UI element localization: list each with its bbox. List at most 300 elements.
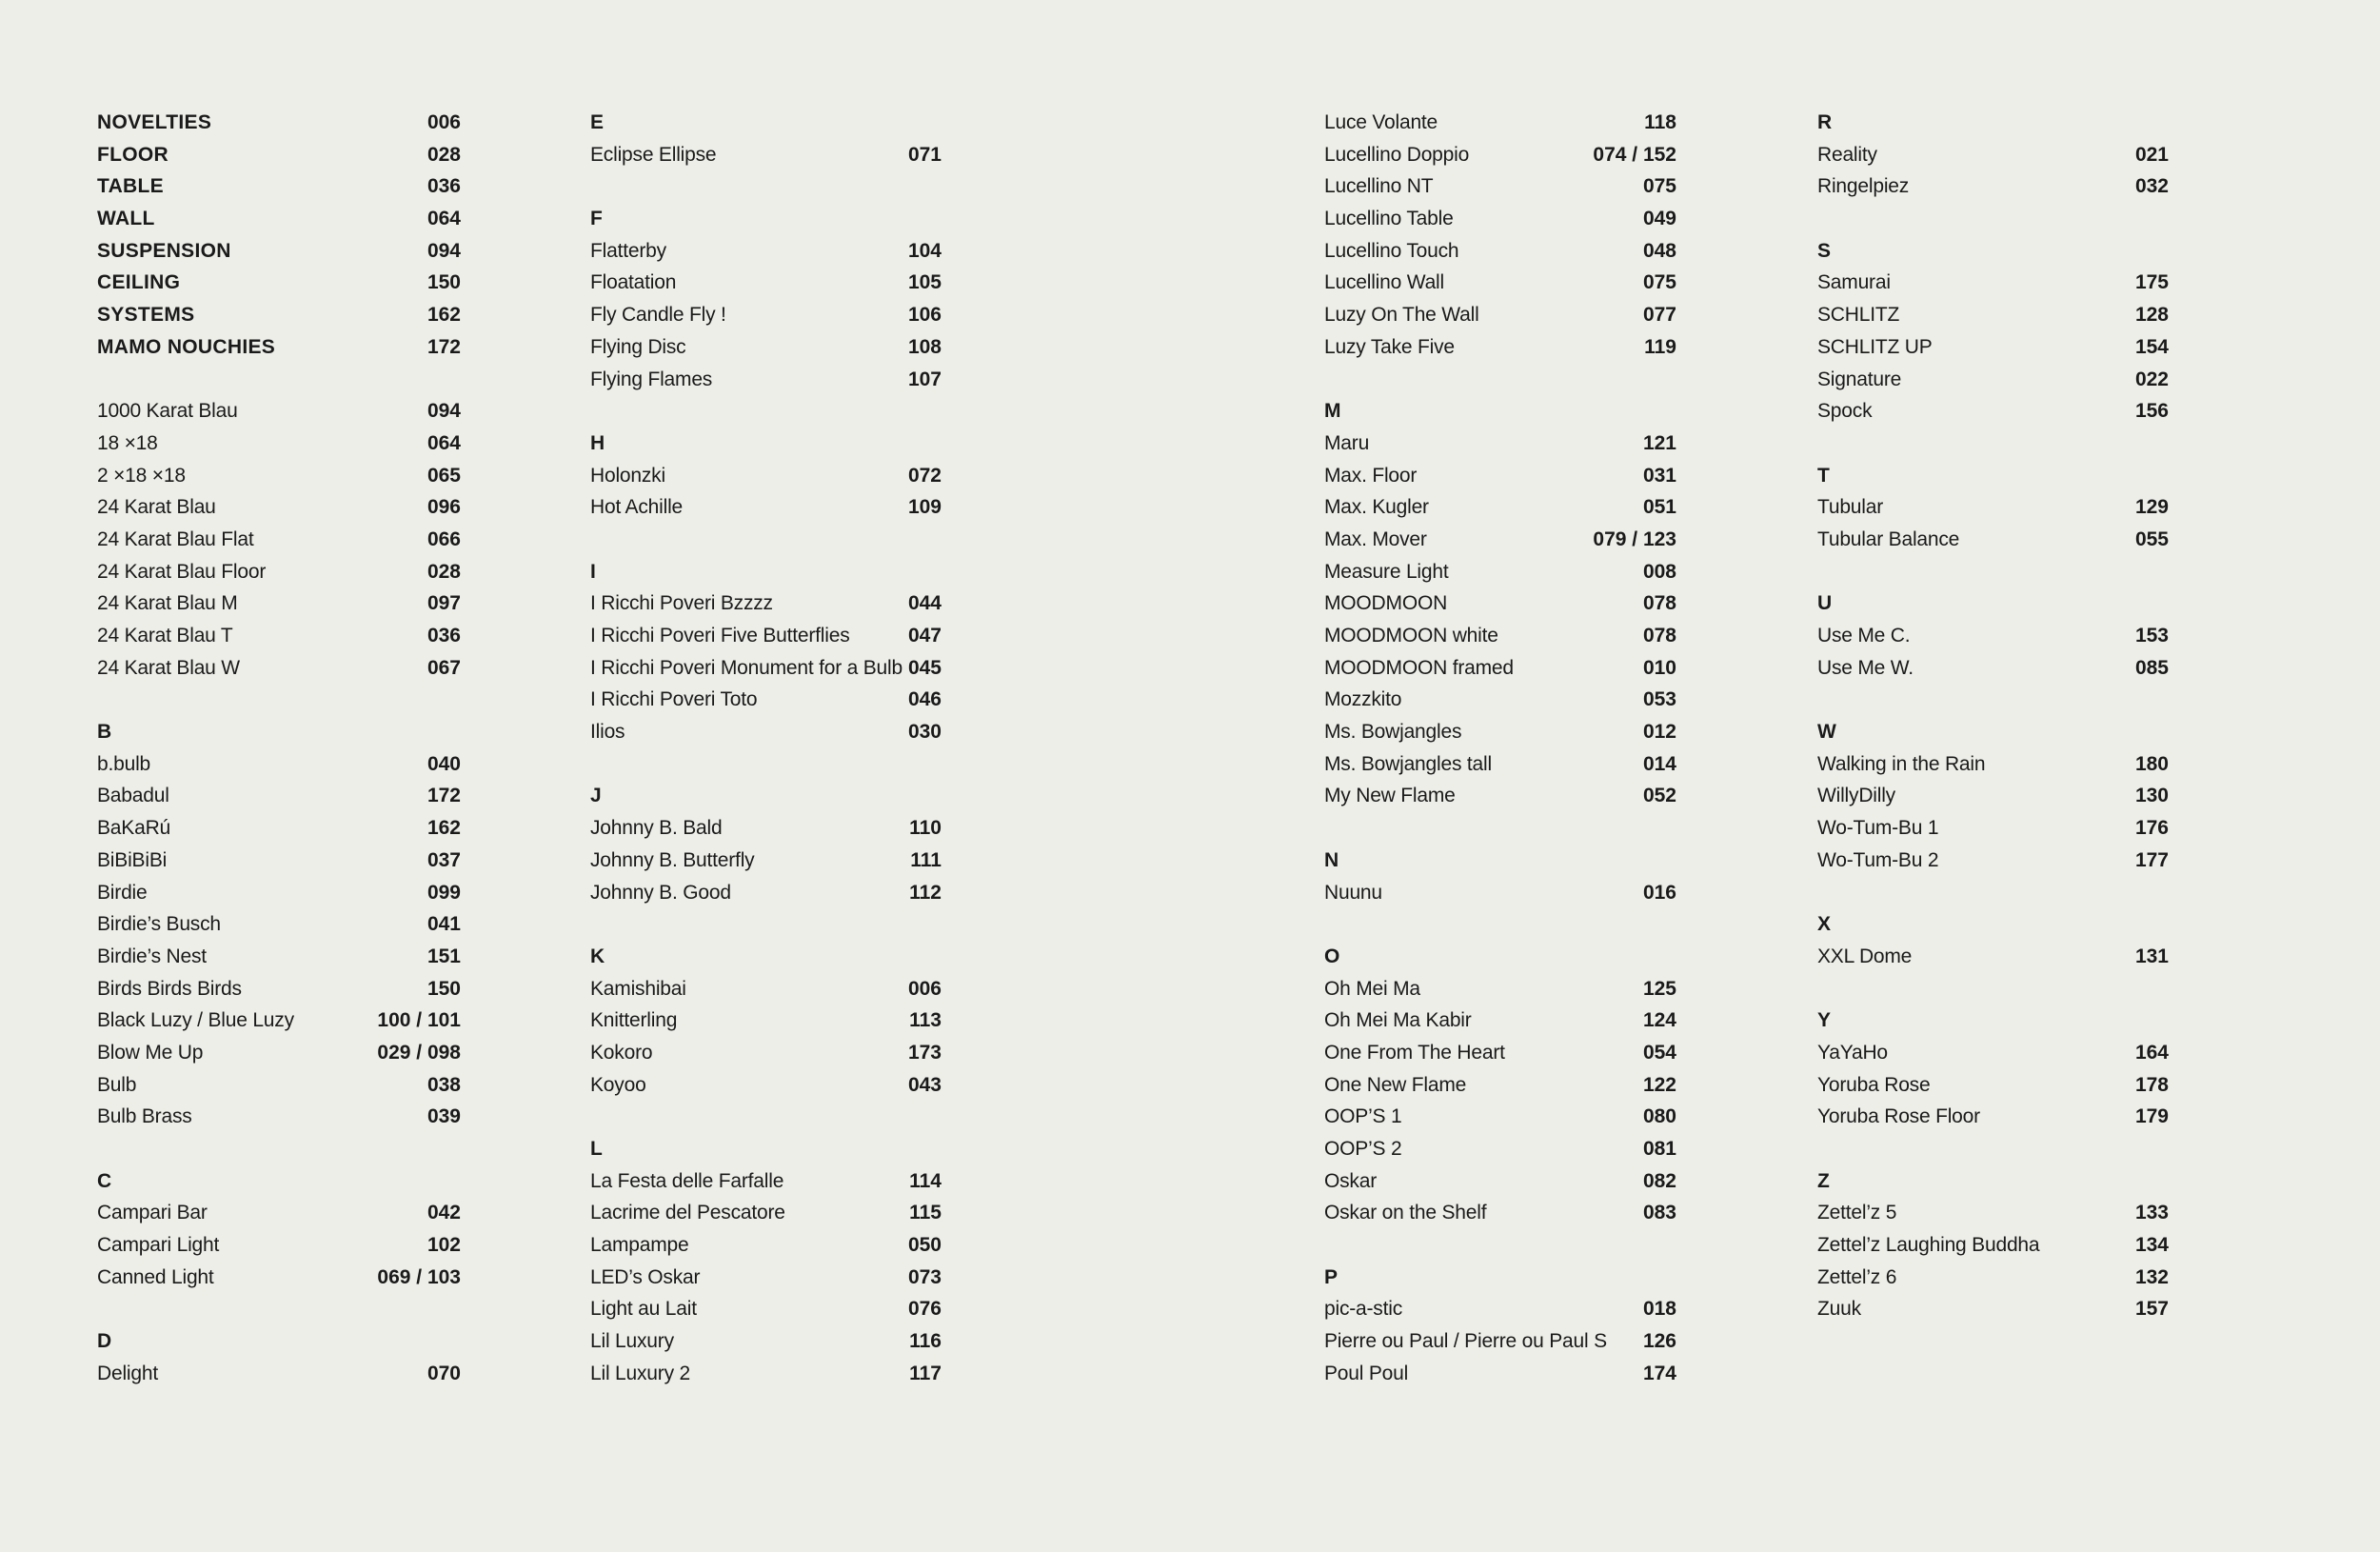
entry-page-number: 133 [2134,1202,2169,1224]
category-entry [97,299,461,331]
section-letter-heading [1817,716,2169,748]
category-entry [97,203,461,235]
index-entry [1817,1229,2169,1262]
entry-name: Flying Flames [590,368,713,390]
entry-name: Pierre ou Paul / Pierre ou Paul S [1324,1330,1607,1353]
index-entry [590,973,942,1005]
entry-page-number: 067 [426,656,461,679]
entry-page-number: 078 [1642,625,1676,647]
entry-page-number: 122 [1642,1073,1676,1096]
index-entry [97,973,461,1005]
entry-name: 24 Karat Blau Floor [97,560,267,583]
entry-page-number: 134 [2134,1234,2169,1257]
index-entry [590,1005,942,1037]
entry-name: Zettel’z 5 [1817,1202,1897,1224]
entry-page-number: 073 [907,1265,942,1288]
entry-name: BiBiBiBi [97,848,168,871]
spacer [97,364,461,396]
entry-name: Kamishibai [590,977,686,1000]
entry-page-number: 109 [907,496,942,519]
spacer [1817,684,2169,716]
entry-page-number: 064 [426,431,461,454]
entry-name: Samurai [1817,271,1891,294]
section-letter-heading [590,428,942,460]
entry-page-number: 132 [2134,1265,2169,1288]
entry-name: MAMO NOUCHIES [97,335,276,358]
index-entry [97,877,461,909]
index-entry [590,1069,942,1102]
section-letter-heading [1817,235,2169,268]
entry-page-number: 051 [1642,496,1676,519]
entry-name: Max. Floor [1324,464,1418,487]
entry-page-number: 077 [1642,304,1676,327]
index-entry [1817,524,2169,556]
index-entry [1324,684,1676,716]
entry-name: Max. Mover [1324,527,1427,550]
entry-name: Bulb Brass [97,1105,192,1128]
entry-page-number: 114 [909,1169,942,1192]
spacer [1817,973,2169,1005]
entry-page-number: 150 [426,271,461,294]
index-entry [97,428,461,460]
index-entry [97,395,461,428]
index-entry [590,1197,942,1229]
entry-name: Campari Bar [97,1202,208,1224]
index-entry [1324,170,1676,203]
section-letter: B [97,721,111,744]
section-letter: K [590,945,605,967]
entry-page-number: 049 [1642,208,1676,230]
entry-page-number: 064 [426,208,461,230]
entry-page-number: 156 [2134,400,2169,423]
index-entry [590,1165,942,1198]
spacer [97,1133,461,1165]
entry-name: Birdie [97,881,148,904]
index-entry [1817,652,2169,685]
entry-name: Oh Mei Ma Kabir [1324,1009,1472,1032]
entry-page-number: 076 [907,1298,942,1321]
section-letter: J [590,785,602,807]
category-entry [97,170,461,203]
index-entry [1324,299,1676,331]
index-entry [1324,1069,1676,1102]
entry-page-number: 119 [1644,335,1676,358]
section-letter: N [1324,848,1339,871]
section-letter-heading [1324,1262,1676,1294]
entry-page-number: 113 [909,1009,942,1032]
entry-page-number: 162 [426,817,461,840]
entry-page-number: 106 [907,304,942,327]
section-letter-heading [97,716,461,748]
entry-page-number: 079 / 123 [1593,527,1676,550]
section-letter-heading [590,780,942,812]
entry-page-number: 038 [426,1073,461,1096]
entry-name: 18 ×18 [97,431,158,454]
section-letter-heading [590,941,942,973]
index-entry [1324,973,1676,1005]
entry-page-number: 047 [907,625,942,647]
index-entry [97,908,461,941]
index-entry [1324,716,1676,748]
spacer [1817,556,2169,588]
index-entry [97,780,461,812]
spacer [590,748,942,781]
entry-name: Ms. Bowjangles tall [1324,752,1492,775]
entry-name: Lucellino Table [1324,208,1454,230]
section-letter-heading [1817,460,2169,492]
index-entry [1817,299,2169,331]
index-entry [590,299,942,331]
entry-name: Johnny B. Good [590,881,731,904]
index-entry [1324,107,1676,139]
index-entry [1324,1358,1676,1390]
entry-name: BaKaRú [97,817,171,840]
entry-page-number: 075 [1642,271,1676,294]
entry-page-number: 131 [2134,945,2169,967]
section-letter: M [1324,400,1341,423]
index-entry [1324,1005,1676,1037]
entry-name: Blow Me Up [97,1041,204,1064]
entry-page-number: 112 [909,881,942,904]
index-entry [97,1037,461,1069]
category-entry [97,267,461,299]
entry-page-number: 154 [2134,335,2169,358]
entry-name: Lucellino Touch [1324,239,1459,262]
entry-page-number: 010 [1642,656,1676,679]
index-column-4 [1817,107,2169,1325]
entry-name: LED’s Oskar [590,1265,701,1288]
entry-name: SCHLITZ UP [1817,335,1933,358]
entry-name: pic-a-stic [1324,1298,1403,1321]
entry-name: Kokoro [590,1041,653,1064]
spacer [1817,1133,2169,1165]
category-entry [97,331,461,364]
entry-page-number: 065 [426,464,461,487]
entry-name: My New Flame [1324,785,1456,807]
entry-name: Oskar [1324,1169,1378,1192]
index-entry [1817,780,2169,812]
section-letter-heading [590,1133,942,1165]
index-entry [1324,587,1676,620]
entry-name: Oh Mei Ma [1324,977,1420,1000]
entry-name: Signature [1817,368,1902,390]
index-entry [1324,1101,1676,1133]
index-entry [590,620,942,652]
entry-name: Birds Birds Birds [97,977,242,1000]
entry-name: 24 Karat Blau Flat [97,527,254,550]
entry-page-number: 050 [907,1234,942,1257]
section-letter-heading [1817,1005,2169,1037]
entry-name: 24 Karat Blau T [97,625,233,647]
index-entry [1817,1037,2169,1069]
index-column-1 [97,107,461,1390]
entry-page-number: 055 [2134,527,2169,550]
entry-name: Holonzki [590,464,665,487]
entry-name: Use Me W. [1817,656,1914,679]
entry-name: 24 Karat Blau M [97,592,238,615]
entry-name: Bulb [97,1073,137,1096]
index-entry [1817,845,2169,877]
entry-name: OOP’S 2 [1324,1138,1402,1160]
entry-page-number: 105 [907,271,942,294]
entry-page-number: 037 [426,848,461,871]
entry-page-number: 157 [2134,1298,2169,1321]
section-letter: R [1817,111,1832,133]
entry-name: One New Flame [1324,1073,1467,1096]
entry-name: Walking in the Rain [1817,752,1986,775]
index-entry [590,1037,942,1069]
section-letter: U [1817,592,1832,615]
entry-page-number: 102 [426,1234,461,1257]
entry-name: Luzy On The Wall [1324,304,1479,327]
entry-page-number: 175 [2134,271,2169,294]
entry-page-number: 162 [426,304,461,327]
entry-name: Mozzkito [1324,688,1402,711]
index-entry [97,941,461,973]
entry-name: Ringelpiez [1817,175,1910,198]
index-entry [590,812,942,845]
index-entry [1817,1197,2169,1229]
entry-name: Birdie’s Busch [97,913,221,936]
entry-name: Ilios [590,721,625,744]
index-entry [1324,780,1676,812]
entry-name: Babadul [97,785,169,807]
entry-page-number: 180 [2134,752,2169,775]
entry-name: Fly Candle Fly ! [590,304,726,327]
entry-page-number: 150 [426,977,461,1000]
index-entry [1324,1325,1676,1358]
spacer [1324,1229,1676,1262]
entry-page-number: 044 [907,592,942,615]
index-entry [97,1101,461,1133]
section-letter: S [1817,239,1831,262]
entry-name: I Ricchi Poveri Monument for a Bulb [590,656,902,679]
index-entry [1324,1165,1676,1198]
index-entry [1817,331,2169,364]
entry-page-number: 081 [1642,1138,1676,1160]
entry-name: MOODMOON [1324,592,1448,615]
entry-name: Delight [97,1362,158,1384]
index-entry [97,1262,461,1294]
index-entry [1817,812,2169,845]
entry-page-number: 104 [907,239,942,262]
entry-page-number: 070 [426,1362,461,1384]
entry-name: Black Luzy / Blue Luzy [97,1009,294,1032]
entry-page-number: 046 [907,688,942,711]
index-entry [1817,364,2169,396]
index-entry [1324,1197,1676,1229]
entry-name: I Ricchi Poveri Bzzzz [590,592,773,615]
index-entry [590,139,942,171]
entry-page-number: 043 [907,1073,942,1096]
entry-page-number: 031 [1642,464,1676,487]
index-entry [97,1358,461,1390]
spacer [1324,812,1676,845]
index-entry [1324,331,1676,364]
index-entry [97,1229,461,1262]
index-entry [1817,267,2169,299]
entry-page-number: 032 [2134,175,2169,198]
index-entry [1817,941,2169,973]
entry-name: WillyDilly [1817,785,1895,807]
entry-page-number: 126 [1642,1330,1676,1353]
index-entry [590,652,942,685]
category-entry [97,107,461,139]
entry-page-number: 054 [1642,1041,1676,1064]
entry-name: Lucellino Wall [1324,271,1444,294]
entry-name: Birdie’s Nest [97,945,207,967]
index-entry [590,1358,942,1390]
entry-name: YaYaHo [1817,1041,1888,1064]
index-entry [1817,491,2169,524]
index-column-2 [590,107,942,1390]
index-entry [1817,1069,2169,1102]
category-entry [97,235,461,268]
entry-page-number: 036 [426,175,461,198]
entry-page-number: 045 [907,656,942,679]
entry-page-number: 117 [909,1362,942,1384]
index-entry [1324,267,1676,299]
entry-name: Measure Light [1324,560,1449,583]
entry-page-number: 041 [426,913,461,936]
section-letter: H [590,431,605,454]
entry-page-number: 022 [2134,368,2169,390]
spacer [590,908,942,941]
index-entry [97,748,461,781]
entry-page-number: 040 [426,752,461,775]
index-entry [590,460,942,492]
entry-name: I Ricchi Poveri Five Butterflies [590,625,850,647]
entry-page-number: 083 [1642,1202,1676,1224]
entry-page-number: 018 [1642,1298,1676,1321]
index-entry [590,1262,942,1294]
entry-page-number: 021 [2134,143,2169,166]
entry-page-number: 097 [426,592,461,615]
entry-page-number: 030 [907,721,942,744]
index-entry [1324,491,1676,524]
entry-name: Tubular Balance [1817,527,1960,550]
entry-name: Poul Poul [1324,1362,1409,1384]
index-entry [1817,170,2169,203]
entry-page-number: 074 / 152 [1593,143,1676,166]
section-letter-heading [1324,941,1676,973]
entry-page-number: 177 [2134,848,2169,871]
entry-page-number: 071 [907,143,942,166]
section-letter-heading [590,203,942,235]
entry-name: Eclipse Ellipse [590,143,717,166]
spacer [590,395,942,428]
section-letter-heading [1324,395,1676,428]
entry-name: Max. Kugler [1324,496,1429,519]
section-letter-heading [1817,587,2169,620]
entry-name: Canned Light [97,1265,214,1288]
entry-name: Johnny B. Butterfly [590,848,755,871]
entry-page-number: 176 [2134,817,2169,840]
section-letter: O [1324,945,1340,967]
entry-page-number: 172 [426,335,461,358]
section-letter: Z [1817,1169,1830,1192]
index-entry [97,845,461,877]
entry-page-number: 108 [907,335,942,358]
entry-name: 24 Karat Blau W [97,656,240,679]
index-entry [97,460,461,492]
entry-name: Oskar on the Shelf [1324,1202,1487,1224]
entry-name: Zettel’z Laughing Buddha [1817,1234,2040,1257]
entry-name: 24 Karat Blau [97,496,216,519]
entry-name: TABLE [97,175,164,198]
entry-name: CEILING [97,271,181,294]
entry-page-number: 042 [426,1202,461,1224]
index-entry [1817,139,2169,171]
spacer [1817,203,2169,235]
section-letter: T [1817,464,1830,487]
entry-name: 2 ×18 ×18 [97,464,186,487]
section-letter: F [590,208,603,230]
index-entry [97,652,461,685]
entry-page-number: 014 [1642,752,1676,775]
index-entry [590,684,942,716]
index-entry [97,620,461,652]
index-entry [590,1325,942,1358]
section-letter: W [1817,721,1836,744]
entry-name: I Ricchi Poveri Toto [590,688,758,711]
index-entry [590,1293,942,1325]
index-entry [1324,460,1676,492]
section-letter-heading [97,1325,461,1358]
index-entry [97,587,461,620]
index-entry [1324,1293,1676,1325]
index-entry [1324,139,1676,171]
entry-page-number: 082 [1642,1169,1676,1192]
spacer [590,524,942,556]
entry-name: Lil Luxury [590,1330,674,1353]
index-entry [590,235,942,268]
entry-name: Luce Volante [1324,111,1438,133]
index-entry [590,491,942,524]
index-entry [97,1197,461,1229]
entry-page-number: 121 [1642,431,1676,454]
entry-name: SYSTEMS [97,304,195,327]
index-entry [1817,1101,2169,1133]
index-entry [97,556,461,588]
entry-name: OOP’S 1 [1324,1105,1402,1128]
entry-page-number: 085 [2134,656,2169,679]
section-letter: X [1817,913,1831,936]
entry-name: NOVELTIES [97,111,212,133]
entry-page-number: 012 [1642,721,1676,744]
index-entry [1817,748,2169,781]
entry-name: Lampampe [590,1234,689,1257]
index-entry [1324,203,1676,235]
entry-name: MOODMOON framed [1324,656,1514,679]
entry-name: SUSPENSION [97,239,231,262]
entry-name: Wo-Tum-Bu 1 [1817,817,1939,840]
entry-name: One From The Heart [1324,1041,1505,1064]
entry-page-number: 153 [2134,625,2169,647]
entry-page-number: 118 [1644,111,1676,133]
entry-page-number: 115 [909,1202,942,1224]
entry-name: MOODMOON white [1324,625,1498,647]
section-letter: I [590,560,596,583]
entry-name: 1000 Karat Blau [97,400,238,423]
spacer [1324,908,1676,941]
entry-page-number: 178 [2134,1073,2169,1096]
entry-page-number: 124 [1642,1009,1676,1032]
entry-page-number: 151 [426,945,461,967]
entry-name: Knitterling [590,1009,678,1032]
index-entry [1817,620,2169,652]
entry-page-number: 006 [907,977,942,1000]
